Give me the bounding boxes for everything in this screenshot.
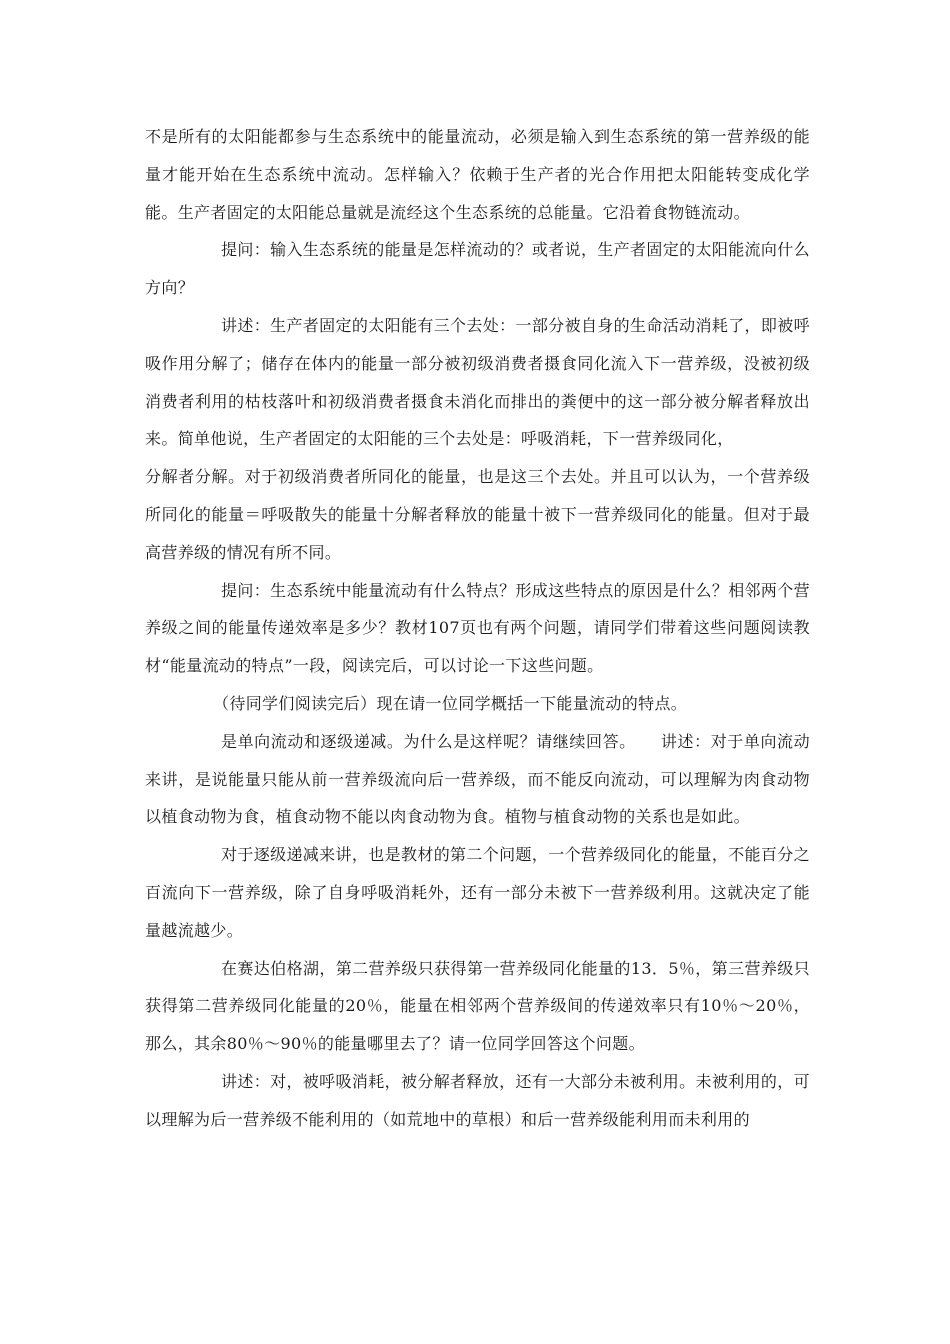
paragraph-6: （待同学们阅读完后）现在请一位同学概括一下能量流动的特点。 (213, 693, 688, 713)
paragraph-4: 分解者分解。对于初级消费者所同化的能量，也是这三个去处。并且可以认为，一个营养级所同化的能量＝呼吸散失的能量十分解者释放的能量十被下一营养级同化的能量。但对于最高营养级的情况有所不同。 (145, 467, 810, 562)
paragraph-1: 不是所有的太阳能都参与生态系统中的能量流动，必须是输入到生态系统的第一营养级的能量才能开始在生态系统中流动。怎样输入？依赖于生产者的光合作用把太阳能转变成化学能。生产者固定的太阳能总量就是流经这个生态系统的总能量。它沿着食物链流动。 (145, 127, 810, 222)
paragraph-5: 提问：生态系统中能量流动有什么特点？形成这些特点的原因是什么？相邻两个营养级之间的能量传递效率是多少？教材107页也有两个问题，请同学们带着这些问题阅读教材“能量流动的特点”一段，阅读完后，可以讨论一下这些问题。 (145, 580, 810, 676)
paragraph-7: 是单向流动和逐级递减。为什么是这样呢？请继续回答。 讲述：对于单向流动来讲，是说能量只能从前一营养级流向后一营养级，而不能反向流动，可以理解为肉食动物以植食动物为食，植食动物不能以肉食动物为食。植物与植食动物的关系也是如此。 (145, 731, 810, 827)
paragraph-10: 讲述：对，被呼吸消耗，被分解者释放，还有一大部分未被利用。未被利用的，可以理解为后一营养级不能利用的（如荒地中的草根）和后一营养级能利用而未利用的 (145, 1071, 810, 1129)
paragraph-3: 讲述：生产者固定的太阳能有三个去处：一部分被自身的生命活动消耗了，即被呼吸作用分解了；储存在体内的能量一部分被初级消费者摄食同化流入下一营养级，没被初级消费者利用的枯枝落叶和初级消费者摄食未消化而排出的粪便中的这一部分被分解者释放出来。简单他说，生产者固定的太阳能的三个去处是：呼吸消耗，下一营养级同化， (145, 315, 810, 449)
paragraph-8: 对于逐级递减来讲，也是教材的第二个问题，一个营养级同化的能量，不能百分之百流向下一营养级，除了自身呼吸消耗外，还有一部分未被下一营养级利用。这就决定了能量越流越少。 (145, 845, 810, 940)
document-body (145, 118, 810, 1139)
paragraph-9: 在赛达伯格湖，第二营养级只获得第一营养级同化能量的13．5％，第三营养级只获得第二营养级同化能量的20％，能量在相邻两个营养级间的传递效率只有10％～20％，那么，其余80％～90％的能量哪里去了？请一位同学回答这个问题。 (145, 958, 810, 1054)
paragraph-2: 提问：输入生态系统的能量是怎样流动的？或者说，生产者固定的太阳能流向什么方向？ (145, 240, 810, 298)
